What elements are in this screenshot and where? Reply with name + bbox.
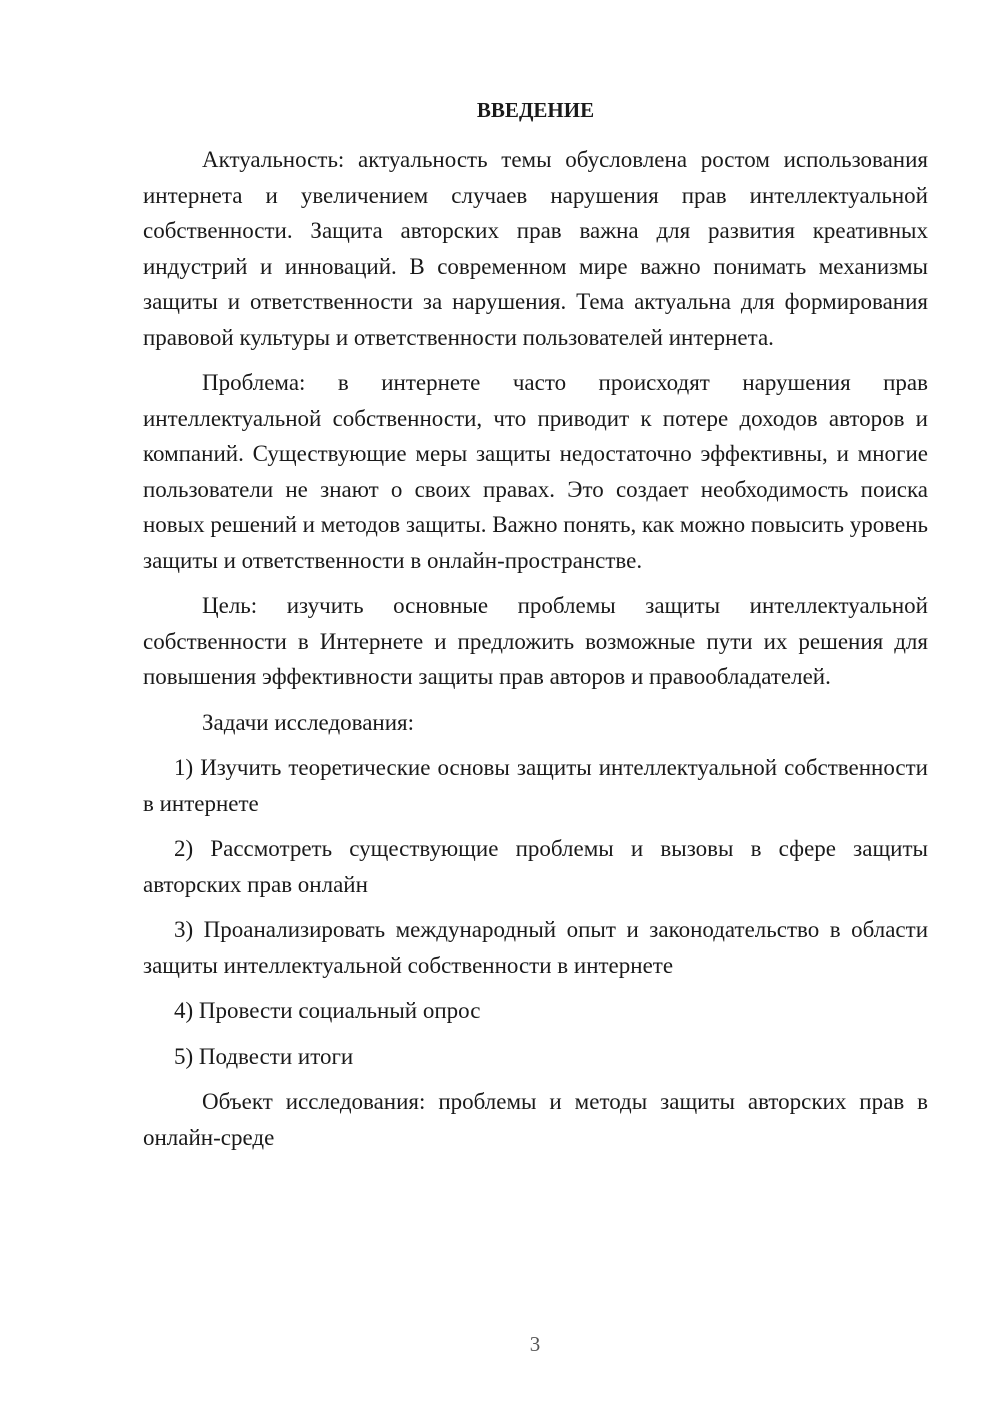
tasks-heading: Задачи исследования:	[202, 709, 415, 735]
goal-paragraph: Цель: изучить основные проблемы защиты интеллектуальной собственности в Интернете и предложить возможные пути их решения для повышения эффективности защиты прав авторов и правообладателей.	[143, 593, 928, 689]
task-item-3: 3) Проанализировать международный опыт и законодательство в области защиты интеллектуальной собственности в интернете	[143, 917, 928, 978]
object-paragraph: Объект исследования: проблемы и методы защиты авторских прав в онлайн-среде	[143, 1089, 928, 1150]
document-page	[143, 95, 928, 1165]
problem-paragraph: Проблема: в интернете часто происходят нарушения прав интеллектуальной собственности, что приводит к потере доходов авторов и компаний. Существующие меры защиты недостаточно эффективны, и многие пользователи не знают о своих правах. Это создает необходимость поиска новых решений и методов защиты. Важно понять, как можно повысить уровень защиты и ответственности в онлайн-пространстве.	[143, 370, 928, 573]
task-item-1: 1) Изучить теоретические основы защиты интеллектуальной собственности в интернете	[143, 755, 928, 816]
task-item-5: 5) Подвести итоги	[174, 1043, 354, 1069]
page-number: 3	[529, 1332, 541, 1356]
section-title: ВВЕДЕНИЕ	[476, 98, 595, 122]
task-item-4: 4) Провести социальный опрос	[174, 998, 481, 1023]
relevance-paragraph: Актуальность: актуальность темы обусловлена ростом использования интернета и увеличением случаев нарушения прав интеллектуальной собственности. Защита авторских прав важна для развития креативных индустрий и инноваций. В современном мире важно понимать механизмы защиты и ответственности за нарушения. Тема актуальна для формирования правовой культуры и ответственности пользователей интернета.	[143, 147, 928, 350]
task-item-2: 2) Рассмотреть существующие проблемы и вызовы в сфере защиты авторских прав онлайн	[143, 836, 928, 897]
